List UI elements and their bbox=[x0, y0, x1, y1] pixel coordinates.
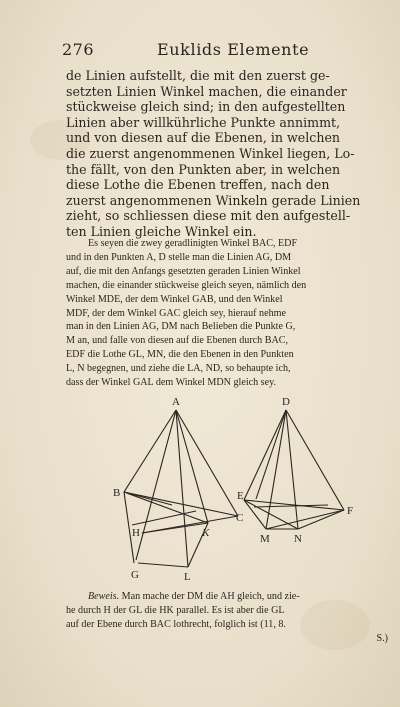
label-k: K bbox=[202, 527, 210, 539]
edge-gl bbox=[138, 563, 188, 567]
text-line: de Linien aufstellt, die mit den zuerst ge- bbox=[66, 68, 330, 83]
text-line: und von diesen auf die Ebenen, in welchen bbox=[66, 130, 341, 146]
text-line: M an, und falle von diesen auf die Ebenen durch BAC, bbox=[66, 335, 289, 347]
edge-em bbox=[244, 500, 266, 529]
text-line: setzten Linien Winkel machen, die einander bbox=[66, 83, 347, 99]
text-line: machen, die einander stückweise gleich seyen, nämlich den bbox=[66, 279, 307, 291]
geometry-figure bbox=[96, 395, 376, 585]
running-title: Euklids Elemente bbox=[157, 40, 310, 59]
text-line: L, N begegnen, und ziehe die LA, ND, so behaupte ich, bbox=[66, 363, 291, 375]
page-header bbox=[62, 40, 352, 62]
text-line: he durch H der GL die HK parallel. Es ist aber die GL bbox=[66, 604, 285, 616]
edge-al bbox=[176, 410, 188, 567]
proof-label: Beweis. bbox=[88, 591, 120, 602]
text-line: the fällt, von den Punkten aber, in welchen bbox=[66, 161, 341, 177]
edge-ac bbox=[176, 410, 238, 516]
text-line: diese Lothe die Ebenen treffen, nach den bbox=[66, 177, 330, 193]
edge-ab bbox=[124, 410, 176, 492]
edge-inner bbox=[254, 505, 328, 507]
edge-de bbox=[244, 410, 286, 500]
right-pyramid bbox=[244, 410, 344, 529]
text-line: Winkel MDE, der dem Winkel GAB, und den Winkel bbox=[66, 293, 283, 305]
proof-paragraph bbox=[66, 590, 388, 646]
label-e: E bbox=[237, 490, 244, 502]
main-paragraph bbox=[66, 68, 388, 240]
label-c: C bbox=[236, 512, 244, 524]
text-line: die zuerst angenommenen Winkel liegen, Lo- bbox=[66, 145, 355, 161]
text-line bbox=[66, 590, 388, 604]
text-line: man in den Linien AG, DM nach Belieben die Punkte G, bbox=[66, 321, 296, 333]
construction-paragraph bbox=[66, 237, 388, 390]
text-line: und in den Punkten A, D stelle man die Linien AG, DM bbox=[66, 251, 292, 263]
text-line: zieht, so schliessen diese mit den aufgestell- bbox=[66, 208, 351, 224]
text-line: EDF die Lothe GL, MN, die den Ebenen in den Punkten bbox=[66, 349, 294, 361]
label-h: H bbox=[132, 527, 140, 539]
edge-cross bbox=[132, 511, 196, 525]
text-line: dass der Winkel GAL dem Winkel MDN gleich sey. bbox=[66, 377, 276, 389]
label-b: B bbox=[113, 487, 121, 499]
text-line: stückweise gleich sind; in den aufgestellten bbox=[66, 99, 346, 115]
edge-bc bbox=[124, 492, 238, 516]
label-a: A bbox=[172, 396, 180, 408]
edge-ag bbox=[136, 410, 176, 560]
label-d: D bbox=[282, 396, 290, 408]
left-pyramid bbox=[124, 410, 238, 567]
label-m: M bbox=[260, 533, 270, 545]
text-line: S.) bbox=[376, 632, 388, 644]
text-line: auf der Ebene durch BAC lothrecht, folglich ist (11, 8. bbox=[66, 618, 286, 630]
label-l: L bbox=[184, 571, 191, 583]
text-line-rest: Man mache der DM die AH gleich, und zie- bbox=[119, 591, 300, 602]
label-n: N bbox=[294, 533, 302, 545]
edge-dx bbox=[256, 410, 286, 499]
text-line: MDF, der dem Winkel GAC gleich sey, hierauf nehme bbox=[66, 307, 286, 319]
text-line: ten Linien gleiche Winkel ein. bbox=[66, 223, 257, 239]
figure-drawing bbox=[96, 395, 376, 585]
page-number: 276 bbox=[62, 40, 95, 59]
edge-dm bbox=[266, 410, 286, 529]
label-f: F bbox=[347, 505, 354, 517]
label-g: G bbox=[131, 569, 139, 581]
text-line: zuerst angenommenen Winkeln gerade Linien bbox=[66, 192, 361, 208]
edge-bx bbox=[124, 492, 172, 505]
text-line: Es seyen die zwey geradlinigten Winkel BAC, EDF bbox=[88, 238, 298, 249]
text-line: auf, die mit den Anfangs gesetzten geraden Linien Winkel bbox=[66, 265, 301, 277]
text-line: Linien aber willkührliche Punkte annimmt, bbox=[66, 114, 341, 130]
edge-hk bbox=[142, 523, 208, 533]
